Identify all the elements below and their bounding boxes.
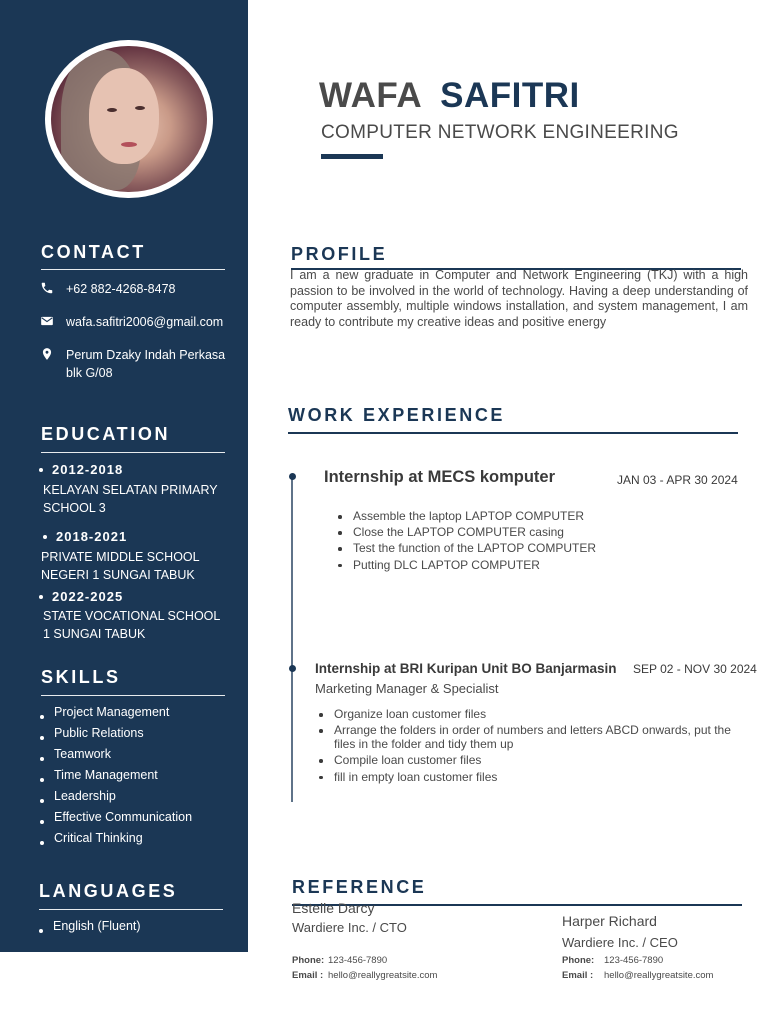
reference-phone: Phone: 123-456-7890 bbox=[292, 955, 388, 966]
list-item: Arrange the folders in order of numbers and letters ABCD onwards, put the files in the folder and tidy them up bbox=[334, 723, 734, 751]
reference-role: Wardiere Inc. / CEO bbox=[562, 935, 678, 950]
timeline-dot bbox=[289, 665, 296, 672]
job-title: Internship at MECS komputer bbox=[324, 468, 556, 486]
timeline-line bbox=[291, 476, 293, 802]
list-item: Test the function of the LAPTOP COMPUTER bbox=[353, 541, 596, 556]
job-tasks bbox=[334, 707, 734, 786]
address: Perum Dzaky Indah Perkasa blk G/08 bbox=[66, 348, 226, 380]
contact-email bbox=[40, 313, 223, 331]
job-date: SEP 02 - NOV 30 2024 bbox=[633, 662, 757, 676]
reference-email: Email : hello@reallygreatsite.com bbox=[292, 970, 438, 981]
location-pin-icon bbox=[40, 347, 54, 361]
full-name bbox=[319, 76, 580, 116]
education-heading: EDUCATION bbox=[41, 424, 171, 444]
work-experience-divider bbox=[288, 432, 738, 434]
skills-divider bbox=[41, 695, 225, 696]
contact-phone bbox=[40, 280, 175, 298]
list-item: Project Management bbox=[54, 704, 192, 725]
education-years: 2012-2018 bbox=[52, 462, 124, 477]
education-school: KELAYAN SELATAN PRIMARY SCHOOL 3 bbox=[43, 483, 218, 515]
job-subtitle: Marketing Manager & Specialist bbox=[315, 681, 499, 696]
education-divider bbox=[41, 452, 225, 453]
list-item: English (Fluent) bbox=[53, 918, 141, 939]
list-item: Time Management bbox=[54, 767, 192, 788]
languages-heading: LANGUAGES bbox=[39, 881, 178, 901]
reference-name: Estelle Darcy bbox=[292, 900, 375, 916]
list-item: Critical Thinking bbox=[54, 830, 192, 851]
reference-heading: REFERENCE bbox=[292, 877, 427, 897]
list-item: Putting DLC LAPTOP COMPUTER bbox=[353, 558, 596, 572]
skills-list bbox=[54, 704, 192, 851]
contact-divider bbox=[41, 269, 225, 270]
list-item: fill in empty loan customer files bbox=[334, 770, 734, 784]
list-item: Leadership bbox=[54, 788, 192, 809]
list-item: Effective Communication bbox=[54, 809, 192, 830]
education-years: 2018-2021 bbox=[56, 529, 128, 544]
job-date: JAN 03 - APR 30 2024 bbox=[617, 473, 738, 487]
skills-heading: SKILLS bbox=[41, 667, 121, 687]
education-school: STATE VOCATIONAL SCHOOL 1 SUNGAI TABUK bbox=[43, 609, 221, 641]
job-title: Internship at BRI Kuripan Unit BO Banjarmasin bbox=[315, 661, 617, 676]
reference-role: Wardiere Inc. / CTO bbox=[292, 920, 407, 935]
profile-photo-image bbox=[51, 46, 207, 192]
email-address: wafa.safitri2006@gmail.com bbox=[66, 315, 224, 329]
phone-icon bbox=[40, 281, 54, 295]
first-name: WAFA bbox=[319, 76, 423, 115]
list-item: Close the LAPTOP COMPUTER casing bbox=[353, 525, 596, 539]
profile-summary: I am a new graduate in Computer and Network Engineering (TKJ) with a high passion to be involved in the world of technology. Having a deep understanding of computer assembly, multiple windows installation, and system management, I am ready to contribute my creative ideas and positive energy bbox=[290, 268, 748, 329]
reference-phone: Phone: 123-456-7890 bbox=[562, 955, 664, 966]
job-title-heading: COMPUTER NETWORK ENGINEERING bbox=[321, 122, 679, 143]
timeline-dot bbox=[289, 473, 296, 480]
work-experience-heading: WORK EXPERIENCE bbox=[288, 405, 506, 425]
title-accent-bar bbox=[321, 154, 383, 159]
languages-list bbox=[53, 918, 141, 939]
list-item: Teamwork bbox=[54, 746, 192, 767]
job-tasks bbox=[353, 509, 596, 574]
reference-name: Harper Richard bbox=[562, 913, 657, 929]
list-item: Compile loan customer files bbox=[334, 753, 734, 767]
contact-address bbox=[40, 346, 225, 382]
profile-heading: PROFILE bbox=[291, 244, 388, 264]
reference-email: Email : hello@reallygreatsite.com bbox=[562, 970, 714, 981]
education-school: PRIVATE MIDDLE SCHOOL NEGERI 1 SUNGAI TABUK bbox=[41, 550, 200, 582]
sidebar bbox=[0, 0, 248, 952]
profile-photo bbox=[45, 40, 213, 198]
mail-icon bbox=[40, 314, 54, 328]
languages-divider bbox=[39, 909, 223, 910]
phone-number: +62 882-4268-8478 bbox=[66, 282, 176, 296]
contact-heading: CONTACT bbox=[41, 242, 146, 262]
list-item: Assemble the laptop LAPTOP COMPUTER bbox=[353, 509, 596, 523]
list-item: Public Relations bbox=[54, 725, 192, 746]
last-name: SAFITRI bbox=[440, 76, 580, 115]
education-years: 2022-2025 bbox=[52, 589, 124, 604]
list-item: Organize loan customer files bbox=[334, 707, 734, 721]
